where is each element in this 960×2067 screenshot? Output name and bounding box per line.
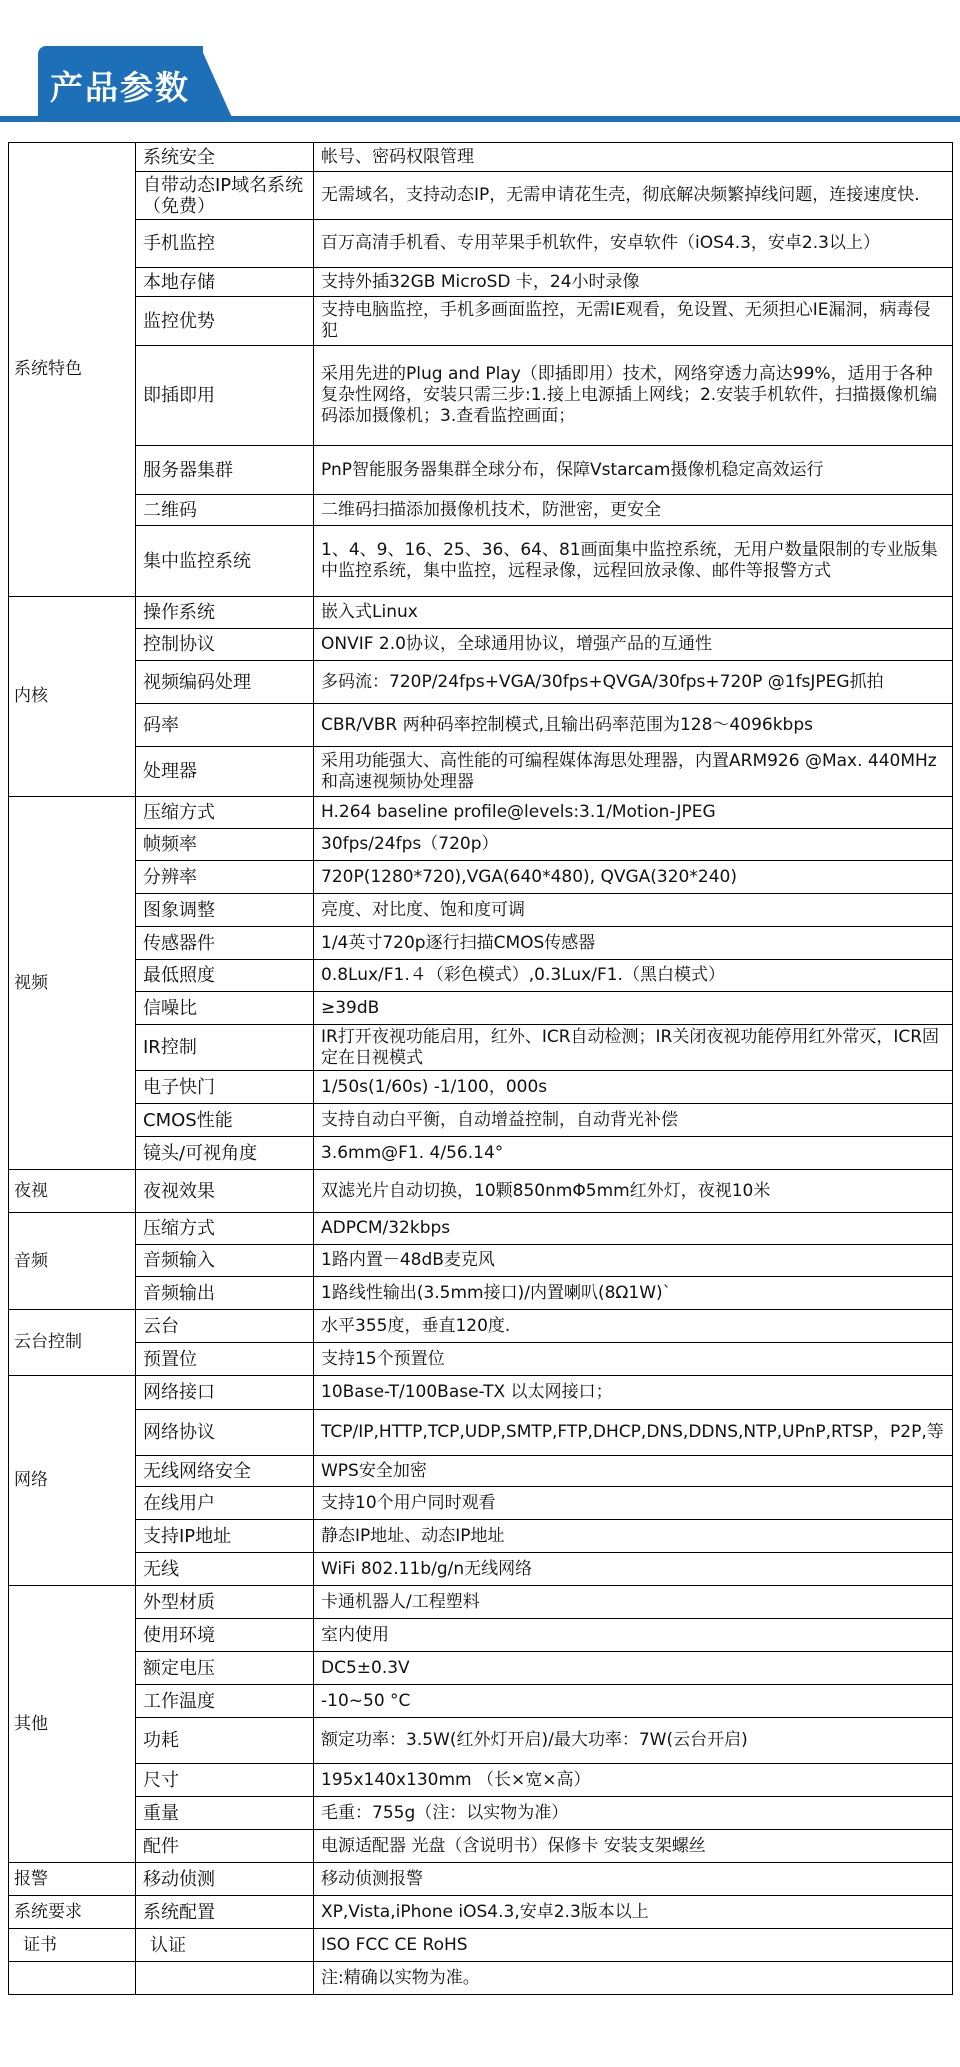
table-row: [9, 829, 953, 861]
table-row: [9, 1487, 953, 1520]
section-label: 其他: [9, 1586, 136, 1863]
param-value: 1/50s(1/60s) -1/100，000s: [314, 1071, 953, 1104]
table-row: [9, 1310, 953, 1343]
table-row: [9, 1456, 953, 1487]
table-row: [9, 1652, 953, 1685]
param-value: ONVIF 2.0协议，全球通用协议，增强产品的互通性: [314, 629, 953, 661]
table-row: [9, 1718, 953, 1764]
param-name: 信噪比: [136, 992, 314, 1025]
param-value: 亮度、对比度、饱和度可调: [314, 894, 953, 927]
header-tab-slant: [200, 46, 234, 122]
param-value: WiFi 802.11b/g/n无线网络: [314, 1553, 953, 1586]
param-name: 图象调整: [136, 894, 314, 927]
param-name: [136, 1962, 314, 1995]
section-label: 系统特色: [9, 143, 136, 597]
param-value: 室内使用: [314, 1619, 953, 1652]
param-value: 电源适配器 光盘（含说明书）保修卡 安装支架螺丝: [314, 1830, 953, 1863]
table-row: [9, 1896, 953, 1929]
table-row: [9, 346, 953, 446]
param-name: 配件: [136, 1830, 314, 1863]
table-row: [9, 1104, 953, 1137]
param-value: CBR/VBR 两种码率控制模式,且输出码率范围为128～4096kbps: [314, 704, 953, 747]
param-name: 自带动态IP域名系统（免费）: [136, 172, 314, 220]
param-name: 帧频率: [136, 829, 314, 861]
table-row: [9, 861, 953, 894]
param-name: 传感器件: [136, 927, 314, 960]
param-value: 百万高清手机看、专用苹果手机软件，安卓软件（iOS4.3，安卓2.3以上）: [314, 220, 953, 268]
param-name: 码率: [136, 704, 314, 747]
param-value: 额定功率：3.5W(红外灯开启)/最大功率：7W(云台开启): [314, 1718, 953, 1764]
table-row: [9, 143, 953, 172]
table-row: [9, 1170, 953, 1213]
param-name: 工作温度: [136, 1685, 314, 1718]
param-name: 网络协议: [136, 1410, 314, 1456]
param-value: 毛重：755g（注：以实物为准）: [314, 1797, 953, 1830]
param-name: 云台: [136, 1310, 314, 1343]
param-name: 认证: [136, 1929, 314, 1962]
param-value: XP,Vista,iPhone iOS4.3,安卓2.3版本以上: [314, 1896, 953, 1929]
param-name: 尺寸: [136, 1764, 314, 1797]
spec-table: [8, 142, 953, 1995]
table-row: [9, 1213, 953, 1245]
param-value: 双滤光片自动切换，10颗850nmΦ5mm红外灯，夜视10米: [314, 1170, 953, 1213]
param-value: 无需域名，支持动态IP，无需申请花生壳，彻底解决频繁掉线问题，连接速度快.: [314, 172, 953, 220]
param-name: 支持IP地址: [136, 1520, 314, 1553]
param-value: 1、4、9、16、25、36、64、81画面集中监控系统，无用户数量限制的专业版集中监控系统，集中监控，远程录像，远程回放录像、邮件等报警方式: [314, 526, 953, 597]
table-row: [9, 1520, 953, 1553]
param-value: 1/4英寸720p逐行扫描CMOS传感器: [314, 927, 953, 960]
param-value: WPS安全加密: [314, 1456, 953, 1487]
param-name: 分辨率: [136, 861, 314, 894]
param-value: 支持15个预置位: [314, 1343, 953, 1376]
param-value: 1路线性输出(3.5mm接口)/内置喇叭(8Ω1W)`: [314, 1277, 953, 1310]
param-value: ISO FCC CE RoHS: [314, 1929, 953, 1962]
param-name: 压缩方式: [136, 797, 314, 829]
section-label: 视频: [9, 797, 136, 1170]
table-row: [9, 526, 953, 597]
table-row: [9, 661, 953, 704]
table-row: [9, 629, 953, 661]
param-name: 功耗: [136, 1718, 314, 1764]
table-row: [9, 1619, 953, 1652]
param-name: 手机监控: [136, 220, 314, 268]
param-name: 音频输出: [136, 1277, 314, 1310]
section-label: 云台控制: [9, 1310, 136, 1376]
page-title: 产品参数: [50, 68, 190, 107]
section-label: 报警: [9, 1863, 136, 1896]
table-row: [9, 446, 953, 495]
param-value: 采用先进的Plug and Play（即插即用）技术，网络穿透力高达99%，适用于各种复杂性网络，安装只需三步:1.接上电源插上网线；2.安装手机软件，扫描摄像机编码添加摄像机；3.查看监控画面；: [314, 346, 953, 446]
table-row: [9, 495, 953, 526]
param-value: 1路内置－48dB麦克风: [314, 1245, 953, 1277]
param-value: 二维码扫描添加摄像机技术，防泄密，更安全: [314, 495, 953, 526]
table-row: [9, 704, 953, 747]
table-row: [9, 960, 953, 992]
param-name: 系统配置: [136, 1896, 314, 1929]
param-value: DC5±0.3V: [314, 1652, 953, 1685]
section-label: 网络: [9, 1376, 136, 1586]
table-row: [9, 894, 953, 927]
param-value: TCP/IP,HTTP,TCP,UDP,SMTP,FTP,DHCP,DNS,DDNS,NTP,UPnP,RTSP，P2P,等: [314, 1410, 953, 1456]
table-row: [9, 992, 953, 1025]
section-label: [9, 1962, 136, 1995]
table-row: [9, 1586, 953, 1619]
param-value: 支持外插32GB MicroSD 卡，24小时录像: [314, 268, 953, 297]
param-name: 外型材质: [136, 1586, 314, 1619]
param-value: 多码流：720P/24fps+VGA/30fps+QVGA/30fps+720P @1fsJPEG抓拍: [314, 661, 953, 704]
param-value: 3.6mm@F1. 4/56.14°: [314, 1137, 953, 1170]
table-row: [9, 1830, 953, 1863]
param-name: 服务器集群: [136, 446, 314, 495]
table-row: [9, 268, 953, 297]
section-label: 夜视: [9, 1170, 136, 1213]
section-label: 音频: [9, 1213, 136, 1310]
table-row: [9, 1410, 953, 1456]
param-name: 预置位: [136, 1343, 314, 1376]
table-row: [9, 1553, 953, 1586]
section-label: 内核: [9, 597, 136, 797]
param-name: 镜头/可视角度: [136, 1137, 314, 1170]
param-value: 195x140x130mm （长×宽×高）: [314, 1764, 953, 1797]
param-name: 系统安全: [136, 143, 314, 172]
table-row: [9, 597, 953, 629]
param-name: 无线: [136, 1553, 314, 1586]
param-name: 网络接口: [136, 1376, 314, 1410]
param-name: IR控制: [136, 1025, 314, 1071]
param-name: 集中监控系统: [136, 526, 314, 597]
param-name: 控制协议: [136, 629, 314, 661]
param-name: 夜视效果: [136, 1170, 314, 1213]
param-value: 静态IP地址、动态IP地址: [314, 1520, 953, 1553]
param-name: 压缩方式: [136, 1213, 314, 1245]
header-banner: [0, 0, 960, 150]
param-value: 10Base-T/100Base-TX 以太网接口；: [314, 1376, 953, 1410]
param-name: 重量: [136, 1797, 314, 1830]
param-value: 移动侦测报警: [314, 1863, 953, 1896]
table-row: [9, 297, 953, 346]
table-row: [9, 1071, 953, 1104]
param-value: 支持自动白平衡，自动增益控制，自动背光补偿: [314, 1104, 953, 1137]
table-row: [9, 1277, 953, 1310]
param-name: 电子快门: [136, 1071, 314, 1104]
param-value: 水平355度，垂直120度.: [314, 1310, 953, 1343]
param-value: 720P(1280*720),VGA(640*480), QVGA(320*240): [314, 861, 953, 894]
param-name: 操作系统: [136, 597, 314, 629]
table-row: [9, 172, 953, 220]
param-name: 在线用户: [136, 1487, 314, 1520]
table-row: [9, 1929, 953, 1962]
param-value: 帐号、密码权限管理: [314, 143, 953, 172]
param-value: 0.8Lux/F1.４（彩色模式）,0.3Lux/F1.（黑白模式）: [314, 960, 953, 992]
param-name: 本地存储: [136, 268, 314, 297]
param-name: 二维码: [136, 495, 314, 526]
param-value: 支持10个用户同时观看: [314, 1487, 953, 1520]
param-value: ADPCM/32kbps: [314, 1213, 953, 1245]
param-name: CMOS性能: [136, 1104, 314, 1137]
table-row: [9, 1137, 953, 1170]
param-value: 支持电脑监控，手机多画面监控，无需IE观看，免设置、无须担心IE漏洞，病毒侵犯: [314, 297, 953, 346]
table-row: [9, 1962, 953, 1995]
section-label: 系统要求: [9, 1896, 136, 1929]
table-row: [9, 747, 953, 797]
table-row: [9, 1863, 953, 1896]
param-name: 最低照度: [136, 960, 314, 992]
param-name: 额定电压: [136, 1652, 314, 1685]
table-row: [9, 220, 953, 268]
param-name: 即插即用: [136, 346, 314, 446]
param-value: -10~50 °C: [314, 1685, 953, 1718]
param-value: 嵌入式Linux: [314, 597, 953, 629]
param-value: IR打开夜视功能启用，红外、ICR自动检测；IR关闭夜视功能停用红外常灭，ICR固定在日视模式: [314, 1025, 953, 1071]
param-value: 卡通机器人/工程塑料: [314, 1586, 953, 1619]
section-label: 证书: [9, 1929, 136, 1962]
table-row: [9, 797, 953, 829]
param-name: 音频输入: [136, 1245, 314, 1277]
table-row: [9, 1376, 953, 1410]
spec-table-body: [9, 143, 953, 1995]
param-value: ≥39dB: [314, 992, 953, 1025]
param-name: 处理器: [136, 747, 314, 797]
table-row: [9, 1797, 953, 1830]
param-value: 采用功能强大、高性能的可编程媒体海思处理器，内置ARM926 @Max. 440MHz和高速视频协处理器: [314, 747, 953, 797]
param-value: PnP智能服务器集群全球分布，保障Vstarcam摄像机稳定高效运行: [314, 446, 953, 495]
param-name: 监控优势: [136, 297, 314, 346]
table-row: [9, 1245, 953, 1277]
table-row: [9, 1025, 953, 1071]
table-row: [9, 1764, 953, 1797]
table-row: [9, 927, 953, 960]
table-row: [9, 1685, 953, 1718]
param-value: 30fps/24fps（720p）: [314, 829, 953, 861]
param-name: 移动侦测: [136, 1863, 314, 1896]
param-name: 无线网络安全: [136, 1456, 314, 1487]
param-name: 使用环境: [136, 1619, 314, 1652]
table-row: [9, 1343, 953, 1376]
param-name: 视频编码处理: [136, 661, 314, 704]
param-value: H.264 baseline profile@levels:3.1/Motion-JPEG: [314, 797, 953, 829]
param-value: 注:精确以实物为准。: [314, 1962, 953, 1995]
